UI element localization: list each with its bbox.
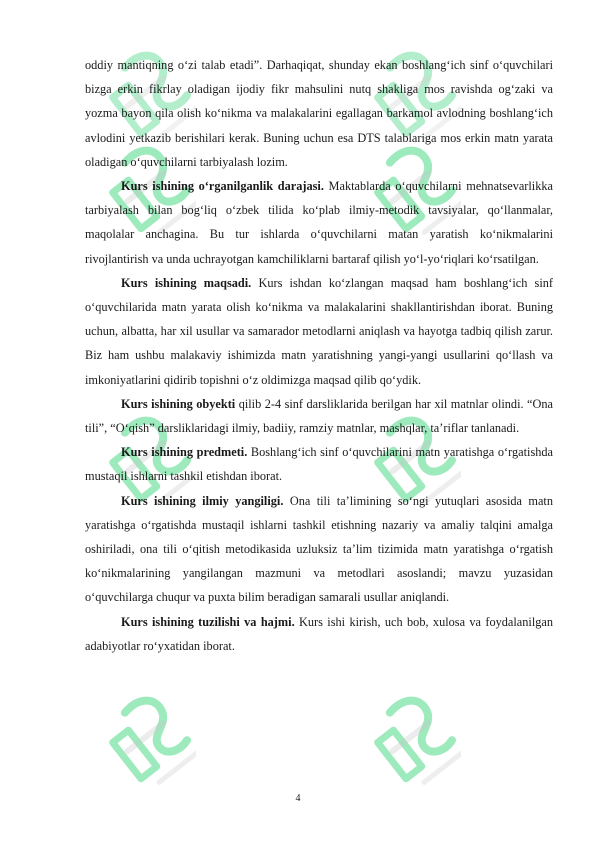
paragraph-text: qilib 2-4 sinf darsliklarida berilgan har xil matnlar olindi. “Ona tili”, “O‘qish” darsliklaridagi ilmiy, badiiy, ramziy matnlar, mashqlar, ta’riflar tanlanadi.	[85, 396, 553, 436]
paragraph-heading: Kurs ishining tuzilishi va hajmi.	[121, 614, 295, 629]
page-number: 4	[295, 793, 301, 804]
paragraph	[85, 271, 553, 392]
document-body	[85, 53, 553, 658]
paragraph	[85, 53, 553, 174]
paragraph-heading: Kurs ishining ilmiy yangiligi.	[121, 493, 284, 508]
paragraph	[85, 489, 553, 610]
paragraph-text: Kurs ishi kirish, uch bob, xulosa va foydalanilgan adabiyotlar ro‘yxatidan iborat.	[85, 614, 553, 653]
paragraph-heading: Kurs ishining obyekti	[121, 396, 236, 411]
paragraph-text: Maktablarda o‘quvchilarni mehnatsevarlikka tarbiyalash bilan bog‘liq o‘zbek tilida ko‘plab ilmiy-metodik tavsiyalar, qo‘llanmalar, maqolalar anchagina. Bu tur ishlarda o‘quvchilarni matan yaratish ko‘nikmalarini rivojlantirish va unda uchrayotgan kamchiliklarni bartaraf qilish yo‘l-yo‘riqlari ko‘rsatilgan.	[85, 179, 553, 266]
watermark-logo-icon	[365, 680, 461, 798]
paragraph	[85, 392, 553, 440]
paragraph-text: Boshlang‘ich sinf o‘quvchilarini matn yaratishga o‘rgatishda mustaqil ishlarni tashkil etishdan iborat.	[85, 445, 553, 484]
paragraph	[85, 610, 553, 658]
paragraph-heading: Kurs ishining maqsadi.	[121, 275, 252, 290]
paragraph	[85, 440, 553, 488]
paragraph-text: Kurs ishdan ko‘zlangan maqsad ham boshlang‘ich sinf o‘quvchilarida matn yarata olish ko‘nikma va malakalarini shakllantirishdan iborat. Buning uchun, albatta, har xil usullar va samarador metodlarni aniqlash va hayotga tadbiq qilish zarur. Biz ham ushbu malakaviy ishimizda matn yaratishning yangi-yangi usullarini qo‘llash va imkoniyatlarini qidirib topishni o‘z oldimizga maqsad qilib qo‘ydik.	[85, 275, 553, 387]
paragraph	[85, 174, 553, 271]
watermark-logo-icon	[100, 680, 196, 798]
paragraph-heading: Kurs ishining o‘rganilganlik darajasi.	[121, 179, 324, 194]
paragraph-text: oddiy mantiqning o‘zi talab etadi”. Darhaqiqat, shunday ekan boshlang‘ich sinf o‘quvchilari bizga erkin fikrlay oladigan ijodiy fikr mahsulini nutq shakliga mos ravishda og‘zaki va yozma bayon qila olish ko‘nikma va malakalarini egallagan barkamol avlodning boshlang‘ich avlodini yetkazib berishilari kerak. Buning uchun esa DTS talablariga mos erkin matn yarata oladigan o‘quvchilarni tarbiyalash lozim.	[85, 58, 553, 169]
paragraph-text: Ona tili ta’limining so‘ngi yutuqlari asosida matn yaratishga o‘rgatishda mustaqil ishlarni tashkil etishning nazariy va amaliy talqini amalga oshiriladi, ona tili o‘qitish metodikasida uzluksiz ta’lim tizimida matn yaratishga o‘rgatish ko‘nikmalarining yangilangan mazmuni va metodlari asoslandi; mavzu yuzasidan o‘quvchilarga chuqur va puxta bilim beradigan samarali usullar aniqlandi.	[85, 493, 554, 605]
paragraph-heading: Kurs ishining predmeti.	[121, 445, 248, 460]
